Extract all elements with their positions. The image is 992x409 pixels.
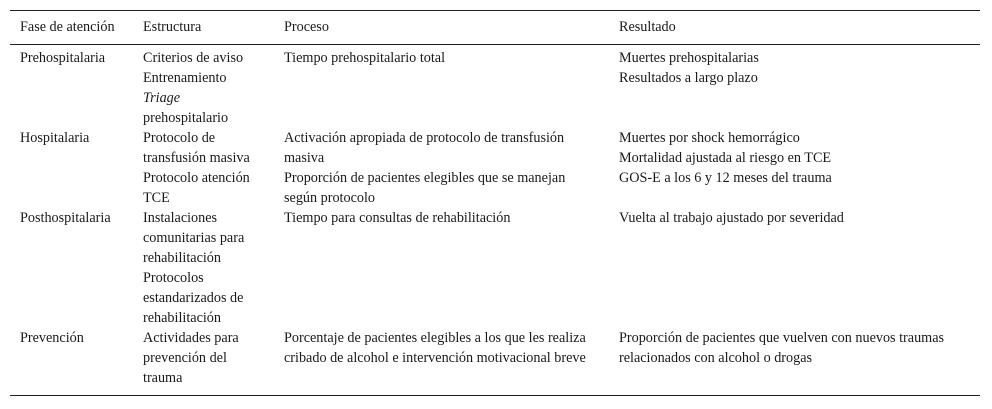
result-item: Mortalidad ajustada al riesgo en TCE [619, 150, 832, 166]
result-item: GOS-E a los 6 y 12 meses del trauma [619, 170, 832, 186]
cell-structure [133, 208, 274, 328]
structure-item: Protocolo de transfusión masiva [143, 130, 250, 166]
cell-phase: Hospitalaria [20, 130, 90, 146]
cell-process [274, 128, 609, 208]
process-item: Activación apropiada de protocolo de transfusión masiva [284, 130, 565, 166]
table-row [10, 45, 980, 129]
table-row [10, 208, 980, 328]
process-item: Porcentaje de pacientes elegibles a los que les realiza cribado de alcohol e intervención motivacional breve [284, 330, 586, 366]
cell-phase: Prevención [20, 330, 84, 346]
structure-item: Entrenamiento [143, 70, 227, 86]
cell-process [274, 208, 609, 328]
structure-item: Actividades para prevención del trauma [143, 330, 239, 386]
header-process: Proceso [284, 19, 329, 35]
result-item: Resultados a largo plazo [619, 70, 758, 86]
cell-process [274, 45, 609, 129]
quality-indicators-table [10, 10, 980, 396]
cell-process [274, 328, 609, 396]
table-header-row [10, 11, 980, 45]
cell-structure [133, 45, 274, 129]
process-item: Proporción de pacientes elegibles que se manejan según protocolo [284, 170, 566, 206]
result-item: Muertes por shock hemorrágico [619, 130, 800, 146]
cell-result [609, 208, 980, 328]
cell-structure [133, 128, 274, 208]
cell-result [609, 128, 980, 208]
cell-result [609, 45, 980, 129]
result-item: Proporción de pacientes que vuelven con nuevos traumas relacionados con alcohol o drogas [619, 330, 945, 366]
structure-item: Criterios de aviso [143, 50, 244, 66]
cell-result [609, 328, 980, 396]
cell-phase: Prehospitalaria [20, 50, 106, 66]
header-result: Resultado [619, 19, 676, 35]
structure-item: Triage [143, 90, 181, 106]
result-item: Muertes prehospitalarias [619, 50, 759, 66]
structure-item: Instalaciones comunitarias para rehabilitación [143, 210, 245, 266]
result-item: Vuelta al trabajo ajustado por severidad [619, 210, 844, 226]
process-item: Tiempo para consultas de rehabilitación [284, 210, 511, 226]
quality-indicators-table-container [10, 10, 980, 396]
process-item: Tiempo prehospitalario total [284, 50, 446, 66]
table-row [10, 328, 980, 396]
table-row [10, 128, 980, 208]
cell-structure [133, 328, 274, 396]
structure-item: prehospitalario [143, 110, 229, 126]
header-phase: Fase de atención [20, 19, 115, 35]
cell-phase: Posthospitalaria [20, 210, 111, 226]
structure-item: Protocolos estandarizados de rehabilitación [143, 270, 244, 326]
structure-item: Protocolo atención TCE [143, 170, 250, 206]
header-structure: Estructura [143, 19, 202, 35]
